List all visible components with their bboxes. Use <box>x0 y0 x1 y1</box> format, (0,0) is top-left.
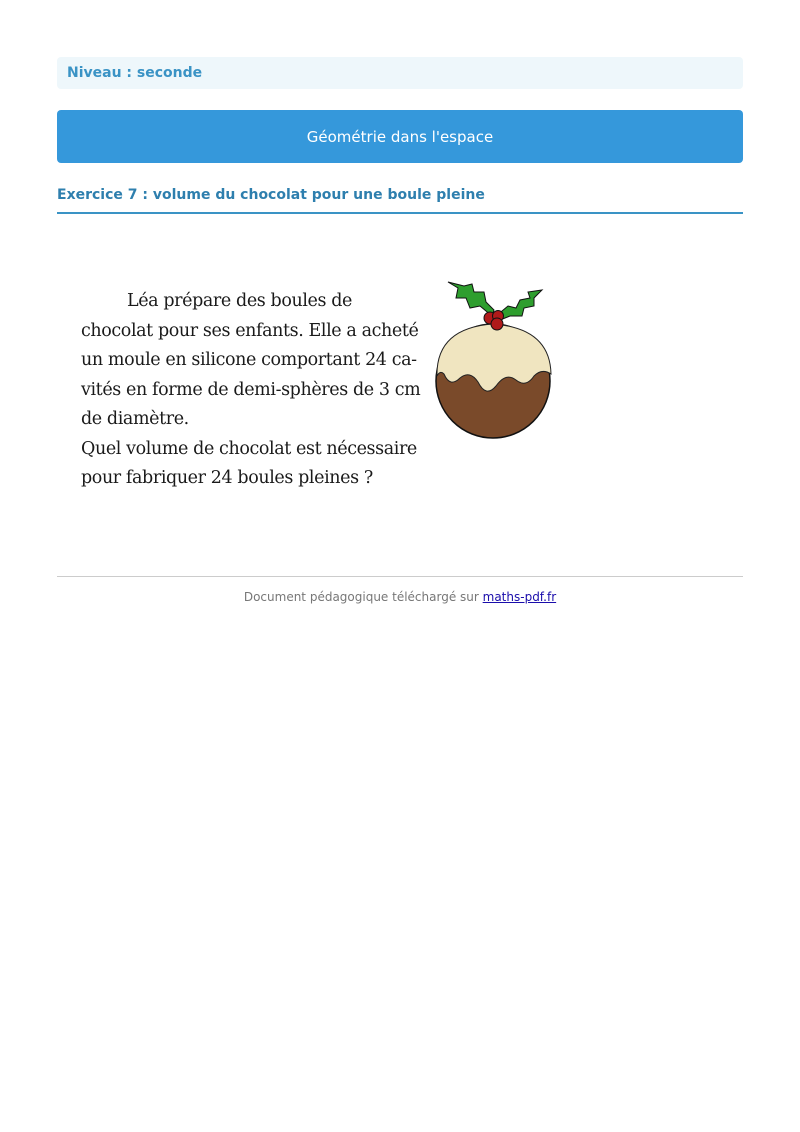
footer-text: Document pédagogique téléchargé sur <box>243 590 483 604</box>
topic-banner <box>57 110 743 163</box>
statement-line: pour fabriquer 24 boules pleines ? <box>81 468 373 488</box>
statement-line: vités en forme de demi-sphères de 3 cm <box>81 379 421 400</box>
statement-line: de diamètre. <box>81 409 189 429</box>
christmas-pudding-icon <box>430 276 560 446</box>
footer <box>57 590 743 604</box>
footer-divider <box>57 576 743 577</box>
statement-line: un moule en silicone comportant 24 ca- <box>81 350 417 370</box>
level-banner <box>57 57 743 89</box>
level-label: Niveau : seconde <box>67 65 203 81</box>
statement-line: Quel volume de chocolat est nécessaire <box>81 438 417 459</box>
topic-label: Géométrie dans l'espace <box>306 127 494 146</box>
statement-line: Léa prépare des boules de <box>127 291 352 311</box>
statement-line: chocolat pour ses enfants. Elle a acheté <box>81 320 419 341</box>
exercise-title: Exercice 7 : volume du chocolat pour une boule pleine <box>57 184 743 214</box>
exercise-statement <box>81 287 421 494</box>
footer-link[interactable]: maths-pdf.fr <box>482 590 557 604</box>
